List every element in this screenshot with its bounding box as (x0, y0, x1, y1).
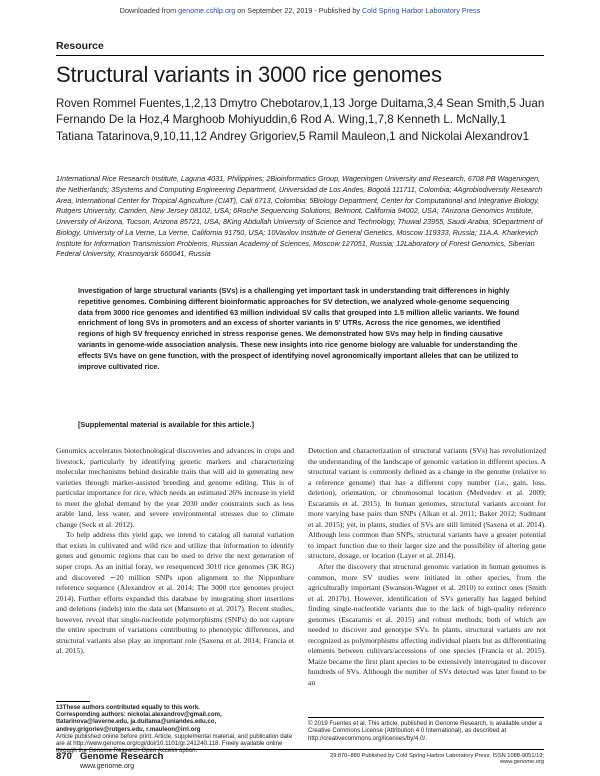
article-title: Structural variants in 3000 rice genomes (56, 62, 442, 87)
paragraph: Detection and characterization of structural variants (SVs) has revolutionized the understanding of the landscape of genomic variation in different species. A structural variant is commonly defined as a change in the genome (relative to a reference genome) that has a different copy number (i.e., gain, loss, deletion), orientation, or chromosomal location (Medvedev et al. 2009; Escaramis et al. 2015). In human genomes, structural variants account for more varying base pairs than SNPs (Alkan et al. 2011; Baker 2012; Sudmant et al. 2015); yet, in plants, studies of SVs are still limited (Saxena et al. 2014). Although less common than SNPs, structural variants have a greater potential to impact function due to their larger size and the possibility of altering gene structure, dosage, or location (Layer et al. 2014). (308, 446, 546, 561)
banner-publisher-link[interactable]: Cold Spring Harbor Laboratory Press (361, 6, 481, 15)
banner-prefix: Downloaded from (119, 6, 179, 15)
supplementary-note: [Supplemental material is available for this article.] (78, 420, 254, 429)
journal-name: Genome Research (80, 751, 164, 762)
footer-citation: 29:870–880 Published by Cold Spring Harbor Laboratory Press; ISSN 1088-9051/19; www.genome.org (329, 753, 544, 765)
license-rule (308, 717, 544, 718)
banner-site-link[interactable]: genome.cshlp.org (178, 6, 236, 15)
article-publication-note: Article published online before print. Article, supplemental material, and publication date are at http://www.genome.org/cgi/doi/10.1101/gr.241240.118. Freely available online through the Genome Research Open Access option. (56, 732, 293, 755)
paragraph: Genomics accelerates biotechnological discoveries and advances in crops and livestock, particularly by identifying genetic markers and characterizing molecular mechanisms behind desirable traits that will aid in generating new varieties through marker-assisted breeding and genome editing. This is of particular importance for rice, which needs an estimated 26% increase in yield to meet the global demand by the year 2030 under constraints such as less arable land, less water, and severe environmental stresses due to climate change (Seck et al. 2012). (56, 446, 294, 529)
footnotes (56, 704, 296, 754)
author-list: Roven Rommel Fuentes,1,2,13 Dmytro Chebotarov,1,13 Jorge Duitama,3,4 Sean Smith,5 Juan Fernando De la Hoz,4 Marghoob Mohiyuddin,6 Rod A. Wing,1,7,8 Kenneth L. McNally,1 Tatiana Tatarinova,9,10,11,12 Andrey Grigoriev,5 Ramil Mauleon,1 and Nickolai Alexandrov1 (56, 97, 545, 143)
page-number: 870 (56, 751, 72, 762)
license-note: © 2019 Fuentes et al. This article, published in Genome Research, is available under a Creative Commons License (Attribution 4.0 International), as described at http://creativecommons.org/licenses/by/4.0/. (308, 720, 543, 742)
download-banner (0, 6, 600, 15)
body-column-left (56, 446, 294, 657)
paragraph: To help address this yield gap, we intend to catalog all natural variation that exists in cultivated and wild rice and utilize that information to identify genes and genomic regions that can be used to drive the next generation of super crops. As an initial foray, we resequenced 3010 rice genomes (3K RG) and discovered ∼20 million SNPs upon alignment to the Nipponbare reference sequence (Alexandrov et al. 2014; The 3000 rice genomes project 2014). Further efforts expanded this database by integrating short insertions and deletions (indels) into the data set (Mansueto et al. 2017). Recent studies, however, reveal that single-nucleotide polymorphisms (SNPs) do not capture the entire spectrum of variations contributing to phenotypic differences, and structural variants also play an important role (Saxena et al. 2014; Francia et al. 2015). (56, 530, 294, 656)
footer-rule (56, 749, 544, 750)
banner-middle: on September 22, 2019 - Published by (235, 6, 362, 15)
equal-contribution-note: 13These authors contributed equally to this work. (56, 704, 200, 711)
body-column-right (308, 446, 546, 689)
corresponding-authors: Corresponding authors: nickolai.alexandrov@gmail.com, ttatarinova@laverne.edu, ja.duitama@uniandes.edu.co, andrey.grigoriev@rutgers.edu, r.mauleon@irri.org (56, 711, 222, 733)
paragraph: After the discovery that structural genomic variation in human genomes is common, more SV studies were initiated in other species, from the agriculturally important (Swanson-Wagner et al. 2010) to extinct ones (Smith et al. 2017b). However, identification of SVs generally has lagged behind finding single-nucleotide variants due to the lack of high-quality reference genomes (Escaramis et al. 2015) and robust methods, both of which are needed to discover and genotype SVs. In plants, structural variants are not recognized as polymorphisms affecting individual plants but as differentiating elements between cultivars/accessions of one species (Francia et al. 2015). Maize became the first plant species to be extensively interrogated to discover hundreds of SVs. Although the number of SVs detected was later found to be an (308, 562, 546, 688)
abstract: Investigation of large structural variants (SVs) is a challenging yet important task in understanding trait differences in highly repetitive genomes. Combining different bioinformatic approaches for SV detection, we analyzed whole-genome sequencing data from 3000 rice genomes and identified 63 million individual SV calls that grouped into 1.5 million allelic variants. We found enrichment of long SVs in promoters and an excess of shorter variants in 5′ UTRs. Across the rice genomes, we identified regions of high SV frequency enriched in stress response genes. We demonstrated how SVs may help in finding causative variants in genome-wide association analysis. These new insights into rice genome biology are valuable for understanding the effects SVs have on gene function, with the prospect of identifying novel agronomically important alleles that can be utilized to improve cultivated rice. (78, 286, 520, 371)
affiliations: 1International Rice Research Institute, Laguna 4031, Philippines; 2Bioinformatics Group, Wageningen University and Research, 6708 PB Wageningen, the Netherlands; 3Systems and Computing Engineering Department, Universidad de Los Andes, Bogotá 111711, Colombia; 4Agrobiodiversity Research Area, International Center for Tropical Agriculture (CIAT), Cali 6713, Colombia; 5Biology Department, Center for Computational and Integrative Biology, Rutgers University, Camden, New Jersey 08102, USA; 6Roche Sequencing Solutions, Belmont, California 94002, USA; 7Arizona Genomics Institute, University of Arizona, Tucson, Arizona 85721, USA; 8King Abdullah University of Science and Technology, Thuwal 23955, Saudi Arabia; 9Department of Biology, University of La Verne, La Verne, California 91750, USA; 10Vavilov Institute of General Genetics, Moscow 119333, Russia; 11A.A. Kharkevich Institute for Information Transmission Problems, Russian Academy of Sciences, Moscow 127051, Russia; 12Laboratory of Forest Genomics, Siberian Federal University, Krasnoyarsk 660041, Russia (56, 174, 543, 259)
journal-website[interactable]: www.genome.org (80, 763, 135, 770)
footnote-rule (56, 701, 90, 702)
section-label: Resource (56, 40, 104, 52)
header-rule (56, 55, 544, 56)
